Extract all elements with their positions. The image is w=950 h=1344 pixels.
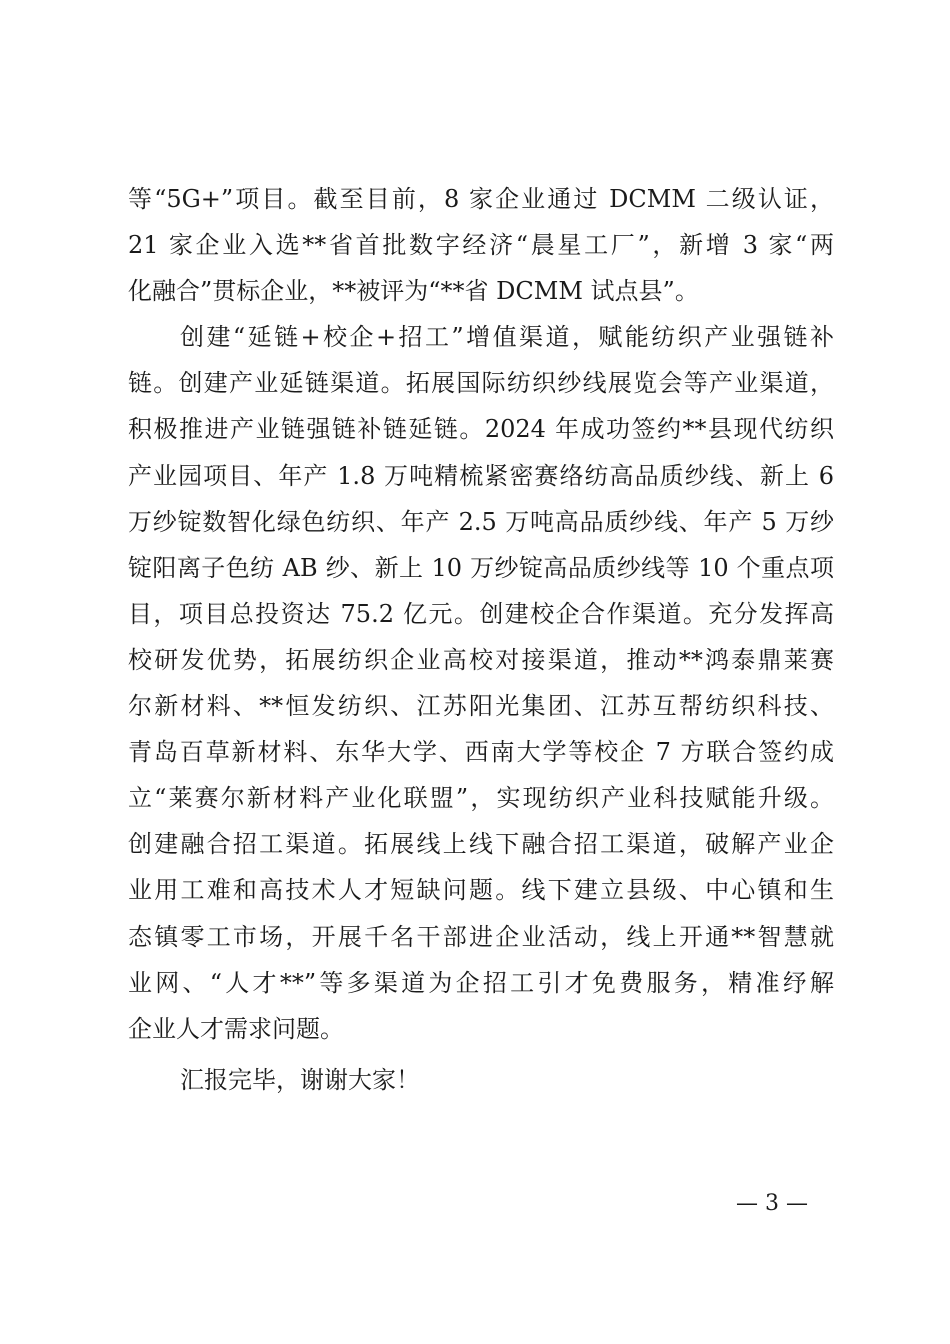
text-line: 青岛百草新材料、东华大学、西南大学等校企 7 方联合签约成 [128,738,834,767]
page-number: — 3 — [736,1191,808,1216]
text-line: 创建“延链+校企+招工”增值渠道，赋能纺织产业强链补 [180,323,834,352]
text-line: 创建融合招工渠道。拓展线上线下融合招工渠道，破解产业企 [128,830,834,859]
text-line: 万纱锭数智化绿色纺织、年产 2.5 万吨高品质纱线、年产 5 万纱 [128,507,834,536]
text-line: 企业人才需求问题。 [128,1014,344,1043]
text-line: 等“5G+”项目。截至目前，8 家企业通过 DCMM 二级认证， [128,185,834,213]
text-line: 态镇零工市场，开展千名干部进企业活动，线上开通**智慧就 [128,922,834,951]
text-line: 业网、“人才**”等多渠道为企招工引才免费服务，精准纾解 [128,968,834,997]
body-text [128,176,834,1052]
text-line: 链。创建产业延链渠道。拓展国际纺织纱线展览会等产业渠道， [128,369,834,398]
text-line: 锭阳离子色纺 AB 纱、新上 10 万纱锭高品质纱线等 10 个重点项 [128,553,834,582]
text-line: 化融合”贯标企业，**被评为“**省 DCMM 试点县”。 [128,277,699,306]
text-line: 校研发优势，拓展纺织企业高校对接渠道，推动**鸿泰鼎莱赛 [128,645,834,674]
text-line: 积极推进产业链强链补链延链。2024 年成功签约**县现代纺织 [128,415,834,444]
text-line: 尔新材料、**恒发纺织、江苏阳光集团、江苏互帮纺织科技、 [128,692,834,721]
paragraph-2 [128,314,834,1052]
text-line: 目，项目总投资达 75.2 亿元。创建校企合作渠道。充分发挥高 [128,599,834,628]
closing-remark: 汇报完毕，谢谢大家！ [180,1066,420,1094]
paragraph-1 [128,176,834,314]
text-line: 立“莱赛尔新材料产业化联盟”，实现纺织产业科技赋能升级。 [128,784,834,813]
text-line: 21 家企业入选**省首批数字经济“晨星工厂”，新增 3 家“两 [128,231,834,260]
text-line: 业用工难和高技术人才短缺问题。线下建立县级、中心镇和生 [128,876,834,905]
text-line: 产业园项目、年产 1.8 万吨精梳紧密赛络纺高品质纱线、新上 6 [128,461,834,490]
